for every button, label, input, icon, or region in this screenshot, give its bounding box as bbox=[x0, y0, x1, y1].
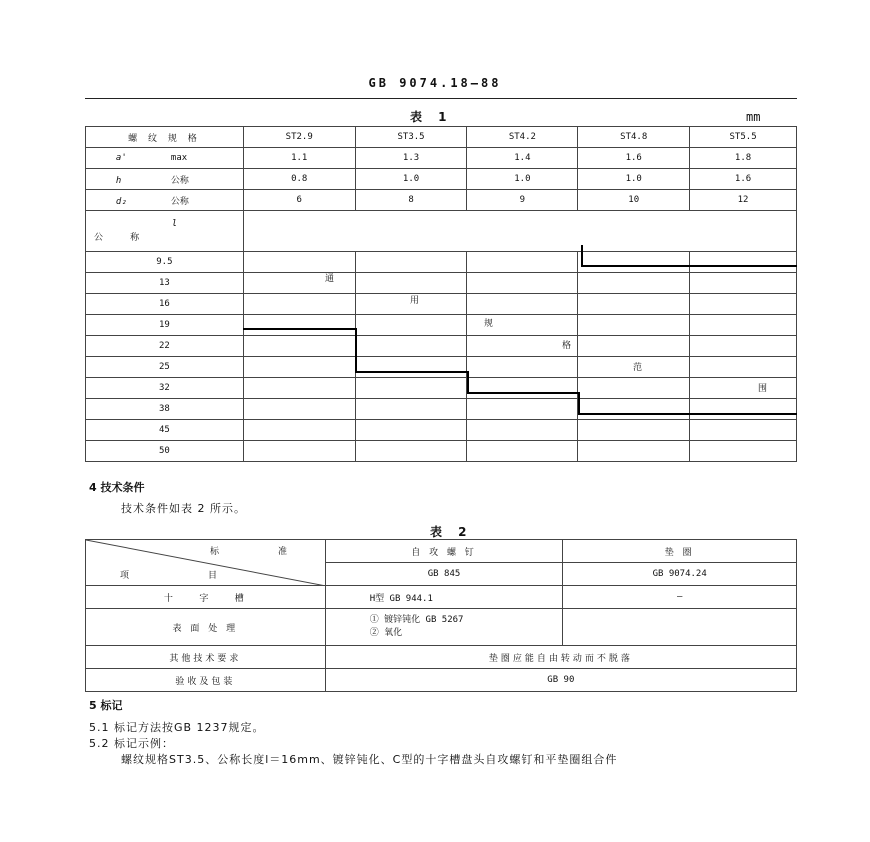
row-label: 验收及包装 bbox=[86, 669, 326, 692]
corner-bottom-a: 项 bbox=[120, 571, 133, 581]
table2 bbox=[85, 539, 797, 692]
col1-head: 自 攻 螺 钉 bbox=[325, 540, 563, 563]
table-row bbox=[86, 148, 797, 169]
length-value: 25 bbox=[86, 357, 244, 378]
range-boundary bbox=[467, 392, 579, 394]
table2-caption: 表 2 bbox=[430, 525, 473, 539]
row-symbol: a' bbox=[115, 153, 127, 163]
corner-top-b: 准 bbox=[278, 547, 291, 557]
blank-cell bbox=[243, 211, 796, 252]
length-value: 22 bbox=[86, 336, 244, 357]
table-row bbox=[86, 399, 797, 420]
spec-cell: ST5.5 bbox=[690, 127, 797, 148]
corner-bottom-b: 目 bbox=[208, 571, 221, 581]
value-cell: — bbox=[563, 586, 797, 609]
section4-title: 4 技术条件 bbox=[89, 481, 145, 494]
range-word: 围 bbox=[758, 384, 768, 394]
value-cell: 1.4 bbox=[467, 148, 578, 169]
length-value: 9.5 bbox=[86, 252, 244, 273]
value-cell: 1.0 bbox=[578, 169, 690, 190]
value-cell bbox=[563, 609, 797, 646]
col2-head: 垫 圈 bbox=[563, 540, 797, 563]
section5-title: 5 标记 bbox=[89, 699, 123, 712]
spec-cell: ST4.8 bbox=[578, 127, 690, 148]
marking-example: 螺纹规格ST3.5、公称长度l＝16mm、镀锌钝化、C型的十字槽盘头自攻螺钉和平垫圈组合件 bbox=[121, 753, 618, 766]
table-row bbox=[86, 190, 797, 211]
value-cell: 1.0 bbox=[467, 169, 578, 190]
length-value: 16 bbox=[86, 294, 244, 315]
spec-cell: ST3.5 bbox=[355, 127, 467, 148]
value-cell: 9 bbox=[467, 190, 578, 211]
table-row bbox=[86, 252, 797, 273]
length-label bbox=[86, 211, 244, 252]
row-label: 十 字 槽 bbox=[86, 586, 326, 609]
row-kind: 公称 bbox=[170, 196, 189, 207]
range-word: 通 bbox=[325, 274, 335, 284]
row-label bbox=[86, 148, 244, 169]
table-row bbox=[86, 211, 797, 252]
length-value: 50 bbox=[86, 441, 244, 462]
length-value: 38 bbox=[86, 399, 244, 420]
row-symbol: h bbox=[115, 175, 122, 186]
value-cell bbox=[325, 609, 563, 646]
length-value: 13 bbox=[86, 273, 244, 294]
range-boundary bbox=[581, 245, 583, 267]
table-row bbox=[86, 669, 797, 692]
corner-cell bbox=[86, 540, 326, 586]
table-row bbox=[86, 357, 797, 378]
row-label bbox=[86, 169, 244, 190]
table-row bbox=[86, 294, 797, 315]
range-boundary bbox=[467, 371, 469, 393]
row-label bbox=[86, 190, 244, 211]
page-header-code: GB 9074.18—88 bbox=[368, 76, 502, 90]
length-value: 45 bbox=[86, 420, 244, 441]
value-cell: H型 GB 944.1 bbox=[325, 586, 563, 609]
thread-spec-label: 螺 纹 规 格 bbox=[86, 127, 244, 148]
section5-1: 5.1 标记方法按GB 1237规定。 bbox=[89, 721, 265, 734]
range-boundary bbox=[581, 265, 797, 267]
length-value: 19 bbox=[86, 315, 244, 336]
range-word: 规 bbox=[484, 319, 494, 329]
range-boundary bbox=[578, 392, 580, 414]
range-boundary bbox=[243, 328, 356, 330]
row-label: 其他技术要求 bbox=[86, 646, 326, 669]
table-row bbox=[86, 273, 797, 294]
value-cell: 1.0 bbox=[355, 169, 467, 190]
surface-option-1: ① 镀锌钝化 GB 5267 bbox=[369, 615, 464, 625]
range-word: 用 bbox=[410, 296, 420, 306]
surface-option-2: ② 氧化 bbox=[369, 628, 403, 638]
value-cell: 12 bbox=[690, 190, 797, 211]
section4-text: 技术条件如表 2 所示。 bbox=[121, 502, 246, 515]
range-word: 格 bbox=[562, 341, 572, 351]
value-cell: 1.1 bbox=[243, 148, 355, 169]
value-cell: 1.6 bbox=[578, 148, 690, 169]
merged-cell: 垫圈应能自由转动而不脱落 bbox=[325, 646, 796, 669]
corner-top-a: 标 bbox=[210, 547, 223, 557]
table-row bbox=[86, 378, 797, 399]
range-word: 范 bbox=[633, 363, 643, 373]
range-boundary bbox=[355, 328, 357, 372]
row-kind: 公称 bbox=[170, 175, 189, 186]
table1-caption: 表 1 bbox=[410, 110, 453, 124]
table-row bbox=[86, 646, 797, 669]
table-row bbox=[86, 441, 797, 462]
spec-cell: ST4.2 bbox=[467, 127, 578, 148]
col2-std: GB 9074.24 bbox=[563, 563, 797, 586]
value-cell: 6 bbox=[243, 190, 355, 211]
table1 bbox=[85, 126, 797, 462]
value-cell: 1.6 bbox=[690, 169, 797, 190]
value-cell: 1.8 bbox=[690, 148, 797, 169]
row-label: 表 面 处 理 bbox=[86, 609, 326, 646]
value-cell: 8 bbox=[355, 190, 467, 211]
row-symbol: d₂ bbox=[115, 196, 127, 207]
section5-2: 5.2 标记示例： bbox=[89, 737, 174, 750]
table-row bbox=[86, 169, 797, 190]
col1-std: GB 845 bbox=[325, 563, 563, 586]
value-cell: 0.8 bbox=[243, 169, 355, 190]
table-row bbox=[86, 336, 797, 357]
table1-unit: mm bbox=[746, 110, 761, 124]
length-kind: 公 称 bbox=[94, 233, 140, 243]
table-row bbox=[86, 586, 797, 609]
merged-cell: GB 90 bbox=[325, 669, 796, 692]
length-symbol: l bbox=[171, 219, 178, 229]
range-boundary bbox=[578, 413, 797, 415]
table-row bbox=[86, 609, 797, 646]
value-cell: 10 bbox=[578, 190, 690, 211]
table-row bbox=[86, 315, 797, 336]
row-kind: max bbox=[170, 153, 188, 163]
range-boundary bbox=[355, 371, 468, 373]
table-row bbox=[86, 540, 797, 563]
length-value: 32 bbox=[86, 378, 244, 399]
table-row bbox=[86, 420, 797, 441]
table-row bbox=[86, 127, 797, 148]
header-rule bbox=[85, 98, 797, 99]
spec-cell: ST2.9 bbox=[243, 127, 355, 148]
value-cell: 1.3 bbox=[355, 148, 467, 169]
